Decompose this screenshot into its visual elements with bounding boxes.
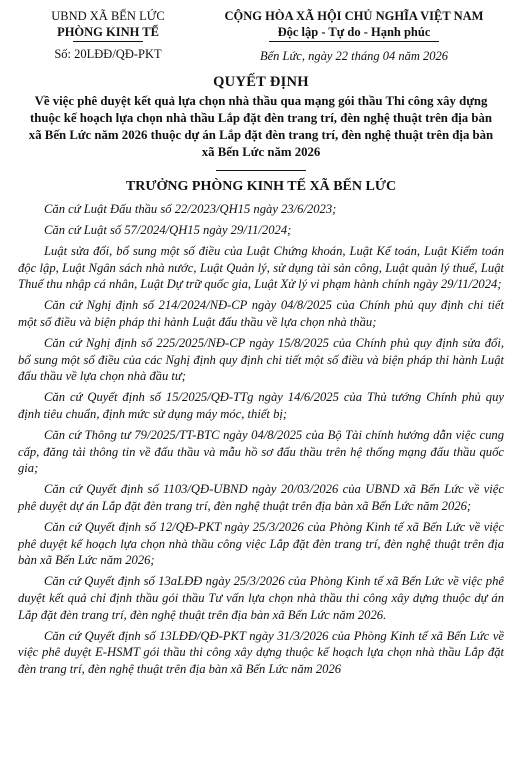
legal-basis-item: Căn cứ Luật số 57/2024/QH15 ngày 29/11/2024; [44,223,292,238]
legal-basis-item: Căn cứ Quyết định số 1103/QĐ-UBND ngày 20/03/2026 của UBND xã Bến Lức về việc phê duyệt dự án Lắp đặt đèn trang trí, đèn nghệ thuật trên địa bàn xã Bến Lức năm 2026; [18,482,504,513]
legal-basis-item: Căn cứ Nghị định số 214/2024/NĐ-CP ngày 04/8/2025 của Chính phủ quy định chi tiết một số điều và biện pháp thi hành Luật đấu thầu về lựa chọn nhà thầu; [18,298,504,330]
national-motto: Độc lập - Tự do - Hạnh phúc [277,25,431,39]
document-number: Số: 20LĐĐ/QĐ-PKT [54,47,162,61]
nation-name: CỘNG HÒA XÃ HỘI CHỦ NGHĨA VIỆT NAM [224,9,484,23]
motto-underline [269,41,439,42]
legal-basis-item: Luật sửa đổi, bổ sung một số điều của Luật Chứng khoán, Luật Kế toán, Luật Kiểm toán độc lập, Luật Ngân sách nhà nước, Luật Quản lý, sử dụng tài sản công, Luật quản lý thuế, Luật Thuế thu nhập cá nhân, Luật Dự trữ quốc gia, Luật Xử lý vi phạm hành chính ngày 29/11/2024; [18,244,504,292]
nation-block [204,8,504,64]
legal-basis-list [18,201,504,677]
legal-basis-item: Căn cứ Quyết định số 13LĐĐ/QĐ-PKT ngày 31/3/2026 của Phòng Kinh tế xã Bến Lức về việc phê duyệt E-HSMT gói thầu thi công xây dựng thuộc kế hoạch lựa chọn nhà thầu Lắp đặt đèn trang trí, đèn nghệ thuật trên địa bàn xã Bến Lức năm 2026 [18,628,504,676]
issuing-authority: TRƯỞNG PHÒNG KINH TẾ XÃ BẾN LỨC [125,179,397,194]
document-subject: Về việc phê duyệt kết quả lựa chọn nhà thầu qua mạng gói thầu Thi công xây dựng thuộc kế hoạch lựa chọn nhà thầu Lắp đặt đèn trang trí, đèn nghệ thuật trên địa bàn xã Bến Lức năm 2026 thuộc dự án Lắp đặt đèn trang trí, đèn nghệ thuật trên địa bàn xã Bến Lức năm 2026 [28,94,494,159]
agency-name: UBND XÃ BẾN LỨC [51,9,165,23]
department-name: PHÒNG KINH TẾ [57,25,159,39]
document-header [18,8,504,64]
legal-basis-item: Căn cứ Thông tư 79/2025/TT-BTC ngày 04/8/2025 của Bộ Tài chính hướng dẫn việc cung cấp, đăng tải thông tin về đấu thầu và mẫu hồ sơ đấu thầu trên hệ thống mạng đấu thầu quốc gia; [18,428,504,476]
legal-basis-item: Căn cứ Quyết định số 15/2025/QĐ-TTg ngày 14/6/2025 của Thủ tướng Chính phủ quy định tiêu chuẩn, định mức sử dụng máy móc, thiết bị; [18,390,504,422]
agency-block [18,8,198,64]
legal-basis-item: Căn cứ Luật Đấu thầu số 22/2023/QH15 ngày 23/6/2023; [44,202,337,216]
agency-underline [73,41,143,42]
legal-basis-item: Căn cứ Quyết định số 13aLĐĐ ngày 25/3/2026 của Phòng Kinh tế xã Bến Lức về việc phê duyệt kết quả chỉ định thầu gói thầu Tư vấn lựa chọn nhà thầu thi công xây dựng thuộc dự án Lắp đặt đèn trang trí, đèn nghệ thuật trên địa bàn xã Bến Lức năm 2026. [18,574,504,622]
legal-basis-item: Căn cứ Nghị định số 225/2025/NĐ-CP ngày 15/8/2025 của Chính phủ quy định sửa đổi, bổ sung một số điều của các Nghị định quy định chi tiết một số điều và biện pháp thi hành Luật đấu thầu về lựa chọn nhà đầu tư; [18,336,504,384]
subject-divider [216,170,306,171]
document-title: QUYẾT ĐỊNH [213,74,309,90]
issue-date: Bến Lức, ngày 22 tháng 04 năm 2026 [259,49,449,63]
legal-basis-item: Căn cứ Quyết định số 12/QĐ-PKT ngày 25/3/2026 của Phòng Kinh tế xã Bến Lức về việc phê duyệt kế hoạch lựa chọn nhà thầu công việc Lắp đặt đèn trang trí, đèn nghệ thuật trên địa bàn xã Bến Lức năm 2026; [18,520,504,568]
